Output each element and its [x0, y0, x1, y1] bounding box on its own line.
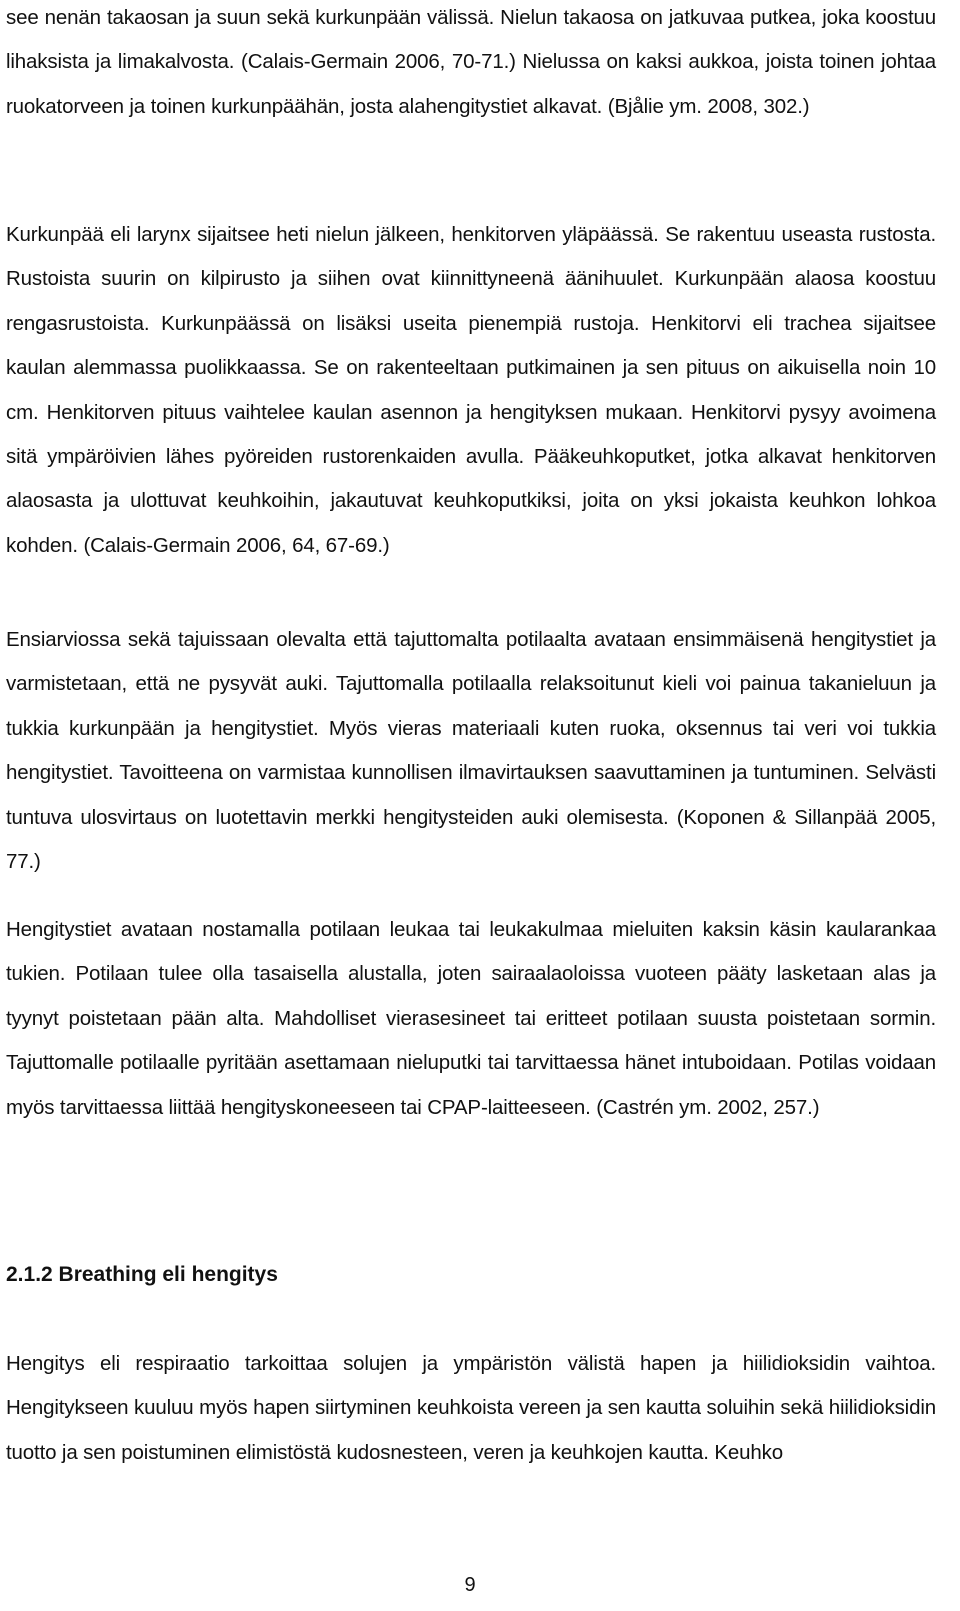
paragraph-pharynx: see nenän takaosan ja suun sekä kurkunpään välissä. Nielun takaosa on jatkuvaa putkea, joka koostuu lihaksista ja limakalvosta. (Calais-Germain 2006, 70-71.) Nielussa on kaksi aukkoa, joista toinen johtaa ruokatorveen ja toinen kurkunpäähän, josta alahengitystiet alkavat. (Bjålie ym. 2008, 302.) [6, 6, 936, 118]
section-heading: 2.1.2 Breathing eli hengitys [6, 1263, 278, 1286]
paragraph-airway-opening: Hengitystiet avataan nostamalla potilaan leukaa tai leukakulmaa mieluiten kaksin käsin kaularankaa tukien. Potilaan tulee olla tasaisella alustalla, joten sairaalaoloissa vuoteen pääty lasketaan alas ja tyynyt poistetaan pään alta. Mahdolliset vierasesineet tai eritteet potilaan suusta poistetaan sormin. Tajuttomalle potilaalle pyritään asettamaan nieluputki tai tarvittaessa hänet intuboidaan. Potilas voidaan myös tarvittaessa liittää hengityskoneeseen tai CPAP-laitteeseen. (Castrén ym. 2002, 257.) [6, 918, 936, 1119]
paragraph-breathing: Hengitys eli respiraatio tarkoittaa solujen ja ympäristön välistä hapen ja hiilidioksidin vaihtoa. Hengitykseen kuuluu myös hapen siirtyminen keuhkoista vereen ja sen kautta soluihin sekä hiilidioksidin tuotto ja sen poistuminen elimistöstä kudosnesteen, veren ja keuhkojen kautta. Keuhko [6, 1352, 936, 1464]
paragraph-larynx: Kurkunpää eli larynx sijaitsee heti nielun jälkeen, henkitorven yläpäässä. Se rakentuu useasta rustosta. Rustoista suurin on kilpirusto ja siihen ovat kiinnittyneenä äänihuulet. Kurkunpään alaosa koostuu rengasrustoista. Kurkunpäässä on lisäksi useita pienempiä rustoja. Henkitorvi eli trachea sijaitsee kaulan alemmassa puolikkaassa. Se on rakenteeltaan putkimainen ja sen pituus on aikuisella noin 10 cm. Henkitorven pituus vaihtelee kaulan asennon ja hengityksen mukaan. Henkitorvi pysyy avoimena sitä ympäröivien lähes pyöreiden rustorenkaiden avulla. Pääkeuhkoputket, jotka alkavat henkitorven alaosasta ja ulottuvat keuhkoihin, jakautuvat keuhkoputkiksi, joita on yksi jokaista keuhkon lohkoa kohden. (Calais-Germain 2006, 64, 67-69.) [6, 223, 936, 557]
paragraph-first-assessment: Ensiarviossa sekä tajuissaan olevalta että tajuttomalta potilaalta avataan ensimmäisenä hengitystiet ja varmistetaan, että ne pysyvät auki. Tajuttomalla potilaalla relaksoitunut kieli voi painua takanieluun ja tukkia kurkunpään ja hengitystiet. Myös vieras materiaali kuten ruoka, oksennus tai veri voi tukkia hengitystiet. Tavoitteena on varmistaa kunnollisen ilmavirtauksen saavuttaminen ja tuntuminen. Selvästi tuntuva ulosvirtaus on luotettavin merkki hengitysteiden auki olemisesta. (Koponen & Sillanpää 2005, 77.) [6, 628, 936, 874]
page-number: 9 [464, 1574, 476, 1596]
